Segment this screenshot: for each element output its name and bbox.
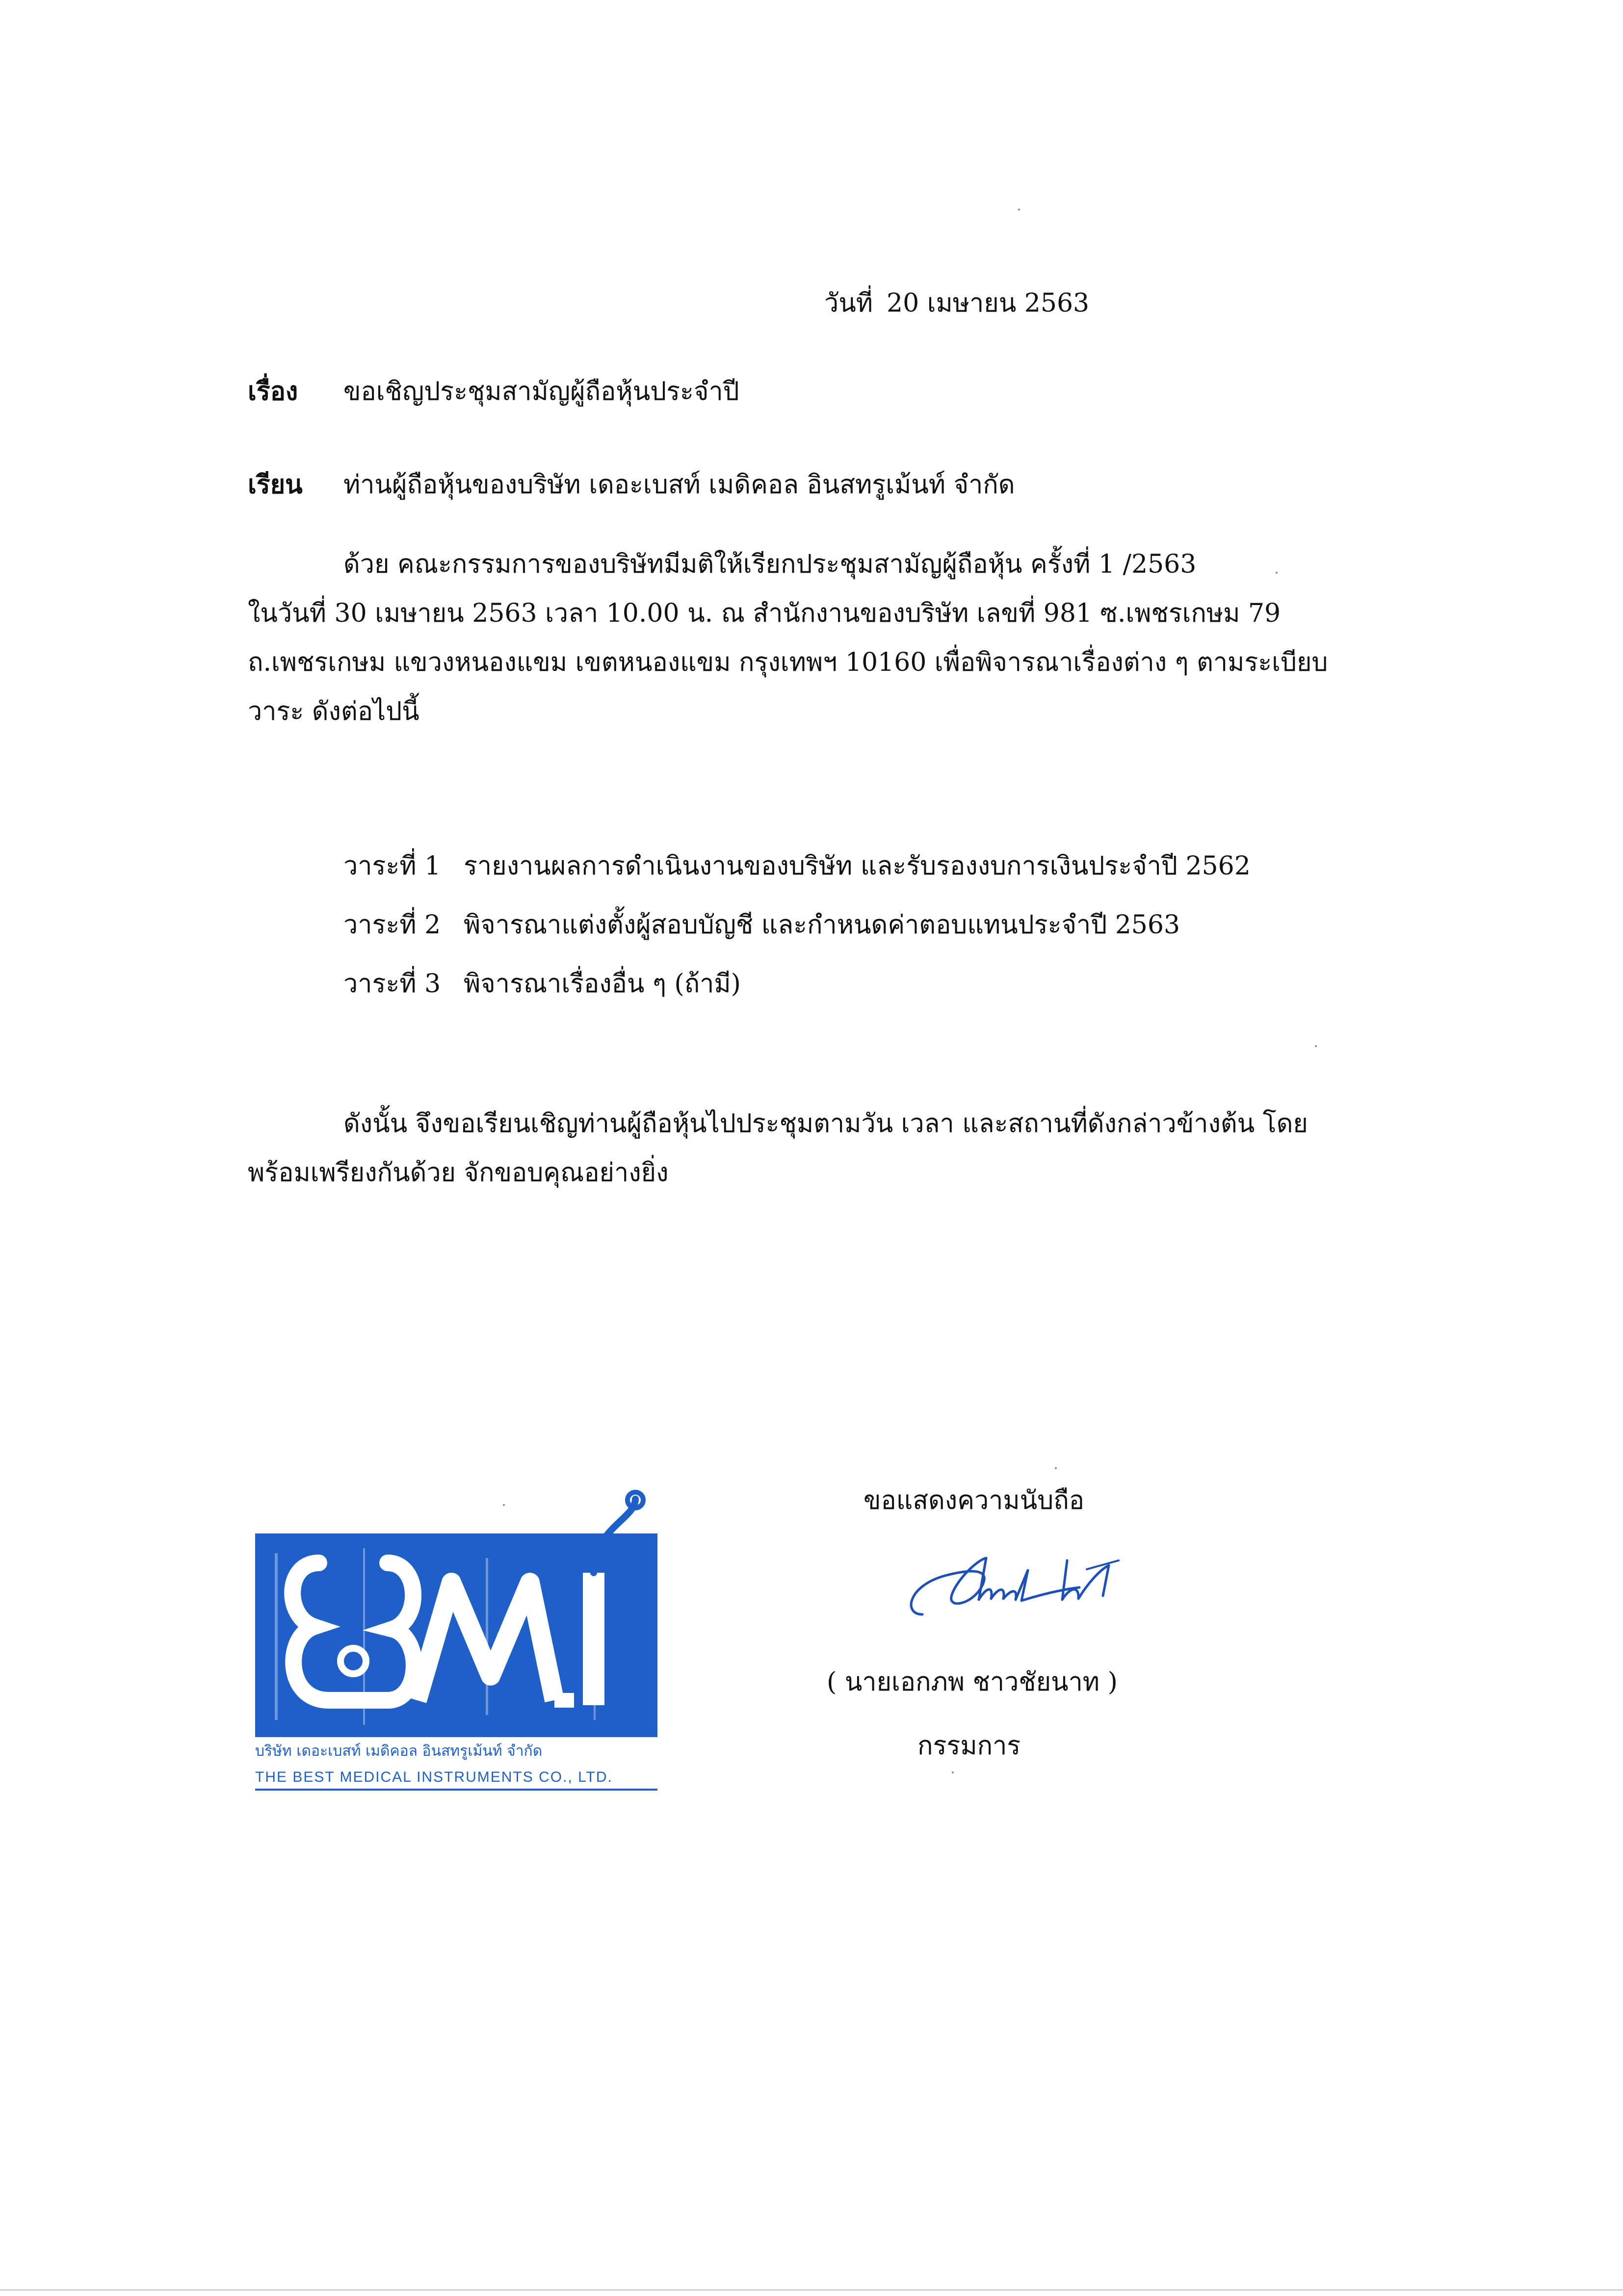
stamp-company-thai: บริษัท เดอะเบสท์ เมดิคอล อินสทรูเม้นท์ จำกัด <box>255 1742 543 1760</box>
agenda-list <box>343 837 1251 1013</box>
intro-line: ถ.เพชรเกษม แขวงหนองแขม เขตหนองแขม กรุงเทพฯ 10160 เพื่อพิจารณาเรื่องต่าง ๆ ตามระเบียบ <box>248 648 1328 677</box>
closing-paragraph <box>248 1099 1391 1197</box>
regards-text: ขอแสดงความนับถือ <box>864 1486 1084 1515</box>
addressee-label: เรียน <box>248 470 303 500</box>
signature-stroke-second <box>1062 1560 1109 1600</box>
signer-position: กรรมการ <box>917 1731 1021 1761</box>
agenda-item <box>343 896 1251 954</box>
scan-speck <box>1276 572 1278 574</box>
agenda-text: พิจารณาเรื่องอื่น ๆ (ถ้ามี) <box>464 969 741 999</box>
subject-text: ขอเชิญประชุมสามัญผู้ถือหุ้นประจำปี <box>343 377 739 406</box>
date-value: 20 เมษายน 2563 <box>887 289 1090 318</box>
signature <box>893 1541 1148 1634</box>
scan-speck <box>952 1771 954 1773</box>
intro-line: ในวันที่ 30 เมษายน 2563 เวลา 10.00 น. ณ สำนักงานของบริษัท เลขที่ 981 ซ.เพชรเกษม 79 <box>248 599 1281 628</box>
subject-label: เรื่อง <box>248 376 298 406</box>
date-label: วันที่ <box>824 289 873 318</box>
agenda-text: รายงานผลการดำเนินงานของบริษัท และรับรองงบการเงินประจำปี 2562 <box>464 851 1251 881</box>
closing-line: ดังนั้น จึงขอเรียนเชิญท่านผู้ถือหุ้นไปประชุมตามวัน เวลา และสถานที่ดังกล่าวข้างต้น โดย <box>343 1109 1308 1138</box>
bmi-logo <box>255 1489 657 1737</box>
intro-line: วาระ ดังต่อไปนี้ <box>248 697 419 726</box>
scan-speck <box>1018 209 1020 211</box>
company-stamp <box>255 1489 657 1794</box>
agenda-item <box>343 954 1251 1013</box>
scan-speck <box>503 1504 505 1506</box>
signature-stroke-main <box>911 1558 1079 1614</box>
agenda-number: วาระที่ 2 <box>343 910 441 940</box>
closing-line: พร้อมเพรียงกันด้วย จักขอบคุณอย่างยิ่ง <box>248 1158 669 1188</box>
intro-paragraph <box>248 540 1391 736</box>
letter-date <box>824 282 1089 323</box>
signer-name: ( นายเอกภพ ชาวชัยนาท ) <box>827 1667 1118 1697</box>
agenda-text: พิจารณาแต่งตั้งผู้สอบบัญชี และกำหนดค่าตอบแทนประจำปี 2563 <box>464 910 1180 940</box>
addressee-text: ท่านผู้ถือหุ้นของบริษัท เดอะเบสท์ เมดิคอล อินสทรูเม้นท์ จำกัด <box>343 470 1015 500</box>
agenda-number: วาระที่ 1 <box>343 851 441 881</box>
scan-speck <box>1315 1045 1317 1047</box>
agenda-number: วาระที่ 3 <box>343 969 441 999</box>
scan-speck <box>1055 1467 1057 1469</box>
intro-line: ด้วย คณะกรรมการของบริษัทมีมติให้เรียกประชุมสามัญผู้ถือหุ้น ครั้งที่ 1 /2563 <box>343 550 1197 579</box>
agenda-item <box>343 837 1251 896</box>
stamp-company-english: THE BEST MEDICAL INSTRUMENTS CO., LTD. <box>255 1769 657 1791</box>
page-bottom-edge <box>0 2289 1623 2291</box>
